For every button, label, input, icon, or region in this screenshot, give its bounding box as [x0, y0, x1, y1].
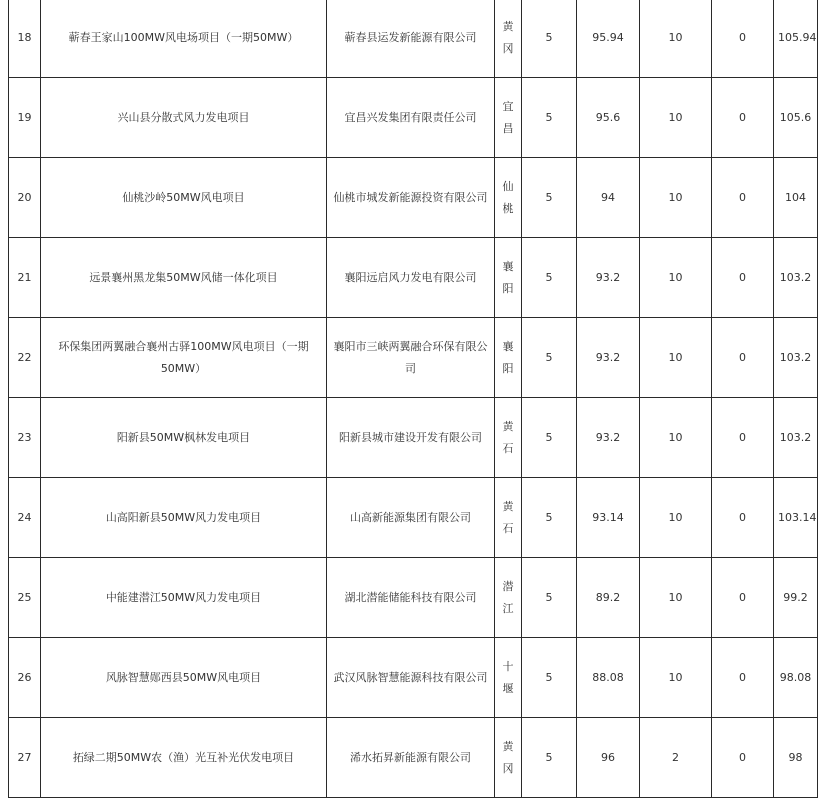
region-char: 桃 [502, 201, 514, 215]
score-col-1: 5 [522, 398, 577, 478]
region-char: 襄 [502, 259, 514, 273]
total-score: 98.08 [774, 638, 818, 718]
score-col-1: 5 [522, 318, 577, 398]
company-name: 浠水拓昇新能源有限公司 [327, 718, 495, 798]
score-col-1: 5 [522, 0, 577, 78]
total-score: 105.6 [774, 78, 818, 158]
score-col-4: 0 [712, 0, 774, 78]
region [495, 318, 522, 398]
project-name: 环保集团两翼融合襄州古驿100MW风电项目（一期50MW） [41, 318, 327, 398]
project-name: 拓绿二期50MW农（渔）光互补光伏发电项目 [41, 718, 327, 798]
score-col-2: 93.2 [577, 398, 640, 478]
row-number: 25 [9, 558, 41, 638]
project-name: 仙桃沙岭50MW风电项目 [41, 158, 327, 238]
project-name: 远景襄州黑龙集50MW风储一体化项目 [41, 238, 327, 318]
score-col-2: 96 [577, 718, 640, 798]
score-col-3: 10 [640, 238, 712, 318]
score-col-4: 0 [712, 318, 774, 398]
table-row [9, 158, 818, 238]
table-row [9, 478, 818, 558]
score-col-4: 0 [712, 238, 774, 318]
score-col-2: 93.14 [577, 478, 640, 558]
total-score: 98 [774, 718, 818, 798]
table-row [9, 0, 818, 78]
project-name: 山高阳新县50MW风力发电项目 [41, 478, 327, 558]
score-col-1: 5 [522, 718, 577, 798]
score-col-2: 93.2 [577, 238, 640, 318]
score-col-4: 0 [712, 158, 774, 238]
score-col-2: 93.2 [577, 318, 640, 398]
row-number: 18 [9, 0, 41, 78]
score-col-4: 0 [712, 638, 774, 718]
total-score: 99.2 [774, 558, 818, 638]
table-body [9, 0, 818, 798]
total-score: 103.2 [774, 398, 818, 478]
project-name: 风脉智慧郧西县50MW风电项目 [41, 638, 327, 718]
company-name: 湖北潜能储能科技有限公司 [327, 558, 495, 638]
score-col-3: 10 [640, 0, 712, 78]
region [495, 398, 522, 478]
table-row [9, 398, 818, 478]
region-char: 昌 [502, 121, 514, 135]
score-col-4: 0 [712, 718, 774, 798]
region-char: 冈 [502, 761, 514, 775]
region [495, 478, 522, 558]
score-col-3: 10 [640, 478, 712, 558]
region [495, 718, 522, 798]
row-number: 21 [9, 238, 41, 318]
project-name: 阳新县50MW枫林发电项目 [41, 398, 327, 478]
region-char: 阳 [502, 361, 514, 375]
score-col-2: 89.2 [577, 558, 640, 638]
score-col-3: 10 [640, 158, 712, 238]
results-table [8, 0, 818, 798]
score-col-4: 0 [712, 78, 774, 158]
row-number: 20 [9, 158, 41, 238]
total-score: 105.94 [774, 0, 818, 78]
region [495, 638, 522, 718]
region-char: 石 [502, 441, 514, 455]
score-col-1: 5 [522, 478, 577, 558]
total-score: 104 [774, 158, 818, 238]
score-col-1: 5 [522, 158, 577, 238]
region-char: 阳 [502, 281, 514, 295]
region-char: 黄 [502, 499, 514, 513]
company-name: 武汉风脉智慧能源科技有限公司 [327, 638, 495, 718]
score-col-1: 5 [522, 78, 577, 158]
score-col-4: 0 [712, 398, 774, 478]
score-col-3: 2 [640, 718, 712, 798]
table-row [9, 718, 818, 798]
company-name: 山高新能源集团有限公司 [327, 478, 495, 558]
company-name: 仙桃市城发新能源投资有限公司 [327, 158, 495, 238]
company-name: 襄阳远启风力发电有限公司 [327, 238, 495, 318]
region-char: 黄 [502, 19, 514, 33]
score-col-1: 5 [522, 558, 577, 638]
region-char: 黄 [502, 419, 514, 433]
project-name: 蕲春王家山100MW风电场项目（一期50MW） [41, 0, 327, 78]
region [495, 238, 522, 318]
region [495, 558, 522, 638]
region-char: 堰 [502, 681, 514, 695]
row-number: 26 [9, 638, 41, 718]
table-row [9, 558, 818, 638]
score-col-3: 10 [640, 398, 712, 478]
region-char: 十 [502, 659, 514, 673]
row-number: 23 [9, 398, 41, 478]
region-char: 潜 [502, 579, 514, 593]
score-col-3: 10 [640, 638, 712, 718]
score-col-4: 0 [712, 558, 774, 638]
total-score: 103.2 [774, 238, 818, 318]
score-col-4: 0 [712, 478, 774, 558]
score-col-3: 10 [640, 78, 712, 158]
score-col-2: 95.94 [577, 0, 640, 78]
region [495, 158, 522, 238]
region-char: 仙 [502, 179, 514, 193]
region [495, 78, 522, 158]
company-name: 蕲春县运发新能源有限公司 [327, 0, 495, 78]
company-name: 宜昌兴发集团有限责任公司 [327, 78, 495, 158]
region-char: 江 [502, 601, 514, 615]
region-char: 冈 [502, 41, 514, 55]
total-score: 103.14 [774, 478, 818, 558]
company-name: 襄阳市三峡两翼融合环保有限公司 [327, 318, 495, 398]
score-col-2: 95.6 [577, 78, 640, 158]
region-char: 黄 [502, 739, 514, 753]
region-char: 石 [502, 521, 514, 535]
score-col-3: 10 [640, 318, 712, 398]
score-col-1: 5 [522, 238, 577, 318]
row-number: 27 [9, 718, 41, 798]
row-number: 19 [9, 78, 41, 158]
region [495, 0, 522, 78]
row-number: 24 [9, 478, 41, 558]
company-name: 阳新县城市建设开发有限公司 [327, 398, 495, 478]
score-col-3: 10 [640, 558, 712, 638]
table-row [9, 638, 818, 718]
score-col-1: 5 [522, 638, 577, 718]
region-char: 襄 [502, 339, 514, 353]
table-row [9, 78, 818, 158]
project-name: 兴山县分散式风力发电项目 [41, 78, 327, 158]
score-col-2: 88.08 [577, 638, 640, 718]
total-score: 103.2 [774, 318, 818, 398]
table-row [9, 238, 818, 318]
region-char: 宜 [502, 99, 514, 113]
row-number: 22 [9, 318, 41, 398]
table-row [9, 318, 818, 398]
score-col-2: 94 [577, 158, 640, 238]
project-name: 中能建潜江50MW风力发电项目 [41, 558, 327, 638]
